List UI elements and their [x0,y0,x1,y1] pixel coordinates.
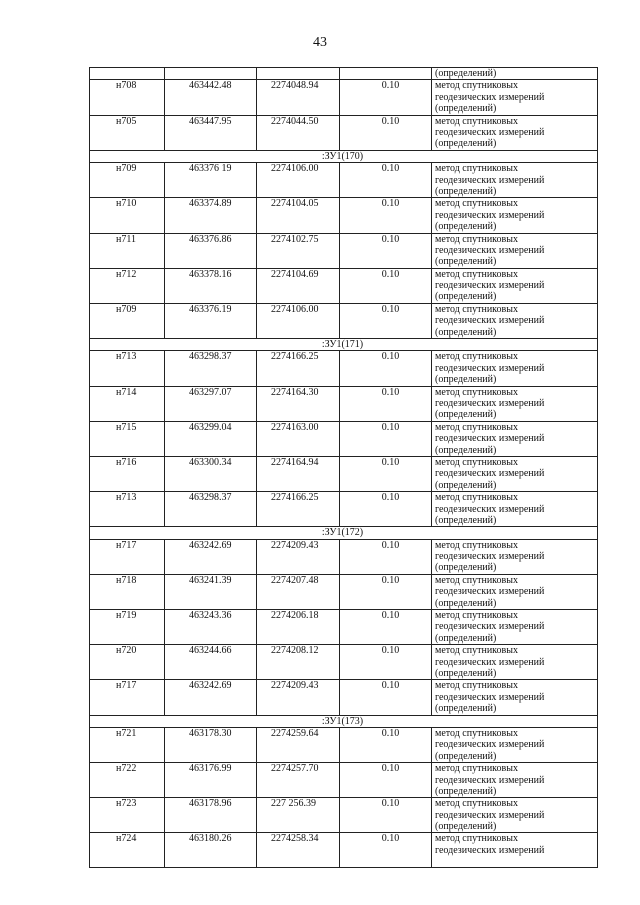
method-line: геодезических измерений [435,739,545,751]
method-cell [432,351,598,386]
method-cell [432,539,598,574]
y-cell: 2274258.34 [257,833,340,868]
method-cell [432,80,598,115]
y-cell: 2274209.43 [257,539,340,574]
y-cell: 2274209.43 [257,680,340,715]
section-title: :ЗУ1(173) [90,715,598,727]
method-line: метод спутниковых [435,798,518,810]
y-cell: 2274257.70 [257,763,340,798]
method-line: геодезических измерений [435,315,545,327]
x-cell: 463178.30 [165,727,257,762]
y-cell: 2274104.05 [257,198,340,233]
point-cell: н713 [90,492,165,527]
method-cell [432,233,598,268]
method-cell [432,456,598,491]
method-line: метод спутниковых [435,268,518,280]
method-line: геодезических измерений [435,209,545,221]
y-cell: 2274207.48 [257,574,340,609]
section-title: :ЗУ1(172) [90,527,598,539]
method-line: метод спутниковых [435,763,518,775]
y-cell: 2274166.25 [257,492,340,527]
table-row [90,198,598,233]
accuracy-cell: 0.10 [340,798,432,833]
x-cell: 463376 19 [165,163,257,198]
table-row [90,492,598,527]
point-cell: н717 [90,680,165,715]
point-cell: н710 [90,198,165,233]
x-cell: 463374.89 [165,198,257,233]
point-cell: н712 [90,268,165,303]
method-line: геодезических измерений [435,362,545,374]
point-cell: н714 [90,386,165,421]
method-line: метод спутниковых [435,456,518,468]
method-line: геодезических измерений [435,280,545,292]
table-row [90,456,598,491]
method-cell [432,198,598,233]
method-line: (определений) [435,785,497,797]
accuracy-cell: 0.10 [340,833,432,868]
x-cell: 463297.07 [165,386,257,421]
method-line: метод спутниковых [435,351,518,363]
x-cell: 463300.34 [165,456,257,491]
method-line: метод спутниковых [435,421,518,433]
point-cell: н709 [90,303,165,338]
accuracy-cell: 0.10 [340,351,432,386]
method-cell [432,798,598,833]
x-cell: 463243.36 [165,610,257,645]
method-line: (определений) [435,291,497,303]
method-cell [432,727,598,762]
page-number: 43 [313,35,327,50]
method-line: (определений) [435,103,497,115]
x-cell: 463176.99 [165,763,257,798]
point-cell: н724 [90,833,165,868]
method-line: геодезических измерений [435,691,545,703]
y-cell: 2274104.69 [257,268,340,303]
x-cell: 463442.48 [165,80,257,115]
point-cell: н708 [90,80,165,115]
method-line: (определений) [435,562,497,574]
point-cell: н722 [90,763,165,798]
method-cell [432,833,598,868]
method-line: геодезических измерений [435,656,545,668]
method-line: (определений) [435,667,497,679]
method-cell [432,268,598,303]
method-cell [432,303,598,338]
point-cell: н705 [90,115,165,150]
table-row [90,421,598,456]
method-line: геодезических измерений [435,91,545,103]
accuracy-cell: 0.10 [340,727,432,762]
table-row [90,303,598,338]
y-cell: 2274106.00 [257,163,340,198]
x-cell: 463244.66 [165,645,257,680]
accuracy-cell: 0.10 [340,610,432,645]
accuracy-cell [340,68,432,80]
method-line: геодезических измерений [435,844,545,856]
method-line: метод спутниковых [435,386,518,398]
point-cell: н719 [90,610,165,645]
method-line: геодезических измерений [435,774,545,786]
method-line: геодезических измерений [435,468,545,480]
x-cell: 463241.39 [165,574,257,609]
x-cell: 463242.69 [165,680,257,715]
x-cell: 463178.96 [165,798,257,833]
method-cell [432,386,598,421]
point-cell [90,68,165,80]
accuracy-cell: 0.10 [340,386,432,421]
accuracy-cell: 0.10 [340,763,432,798]
table-row [90,645,598,680]
point-cell: н717 [90,539,165,574]
method-line: метод спутниковых [435,680,518,692]
method-line: (определений) [435,479,497,491]
method-line: (определений) [435,703,497,715]
method-cell [432,492,598,527]
accuracy-cell: 0.10 [340,680,432,715]
method-line: геодезических измерений [435,551,545,563]
method-line: геодезических измерений [435,244,545,256]
coordinates-table-body [90,68,598,868]
x-cell: 463299.04 [165,421,257,456]
method-cell [432,680,598,715]
y-cell: 2274163.00 [257,421,340,456]
table-row [90,233,598,268]
point-cell: н713 [90,351,165,386]
point-cell: н723 [90,798,165,833]
table-row [90,833,598,868]
accuracy-cell: 0.10 [340,645,432,680]
y-cell: 2274164.94 [257,456,340,491]
y-cell: 227 256.39 [257,798,340,833]
y-cell: 2274102.75 [257,233,340,268]
method-line: геодезических измерений [435,433,545,445]
section-title: :ЗУ1(170) [90,150,598,162]
method-cell: (определений) [432,68,598,80]
method-line: метод спутниковых [435,80,518,92]
method-line: (определений) [435,632,497,644]
accuracy-cell: 0.10 [340,233,432,268]
table-row [90,798,598,833]
table-row [90,163,598,198]
x-cell: 463242.69 [165,539,257,574]
accuracy-cell: 0.10 [340,163,432,198]
y-cell: 2274048.94 [257,80,340,115]
method-line: (определений) [435,597,497,609]
accuracy-cell: 0.10 [340,421,432,456]
y-cell: 2274106.00 [257,303,340,338]
section-header-row [90,527,598,539]
method-line: (определений) [435,185,497,197]
method-line: метод спутниковых [435,233,518,245]
method-line: (определений) [435,821,497,833]
method-cell [432,610,598,645]
y-cell: 2274164.30 [257,386,340,421]
method-line: геодезических измерений [435,126,545,138]
y-cell: 2274044.50 [257,115,340,150]
table-row [90,574,598,609]
method-cell [432,574,598,609]
method-line: метод спутниковых [435,574,518,586]
method-line: метод спутниковых [435,198,518,210]
method-line: (определений) [435,409,497,421]
table-row [90,80,598,115]
table-row [90,539,598,574]
method-line: (определений) [435,514,497,526]
method-line: метод спутниковых [435,163,518,175]
method-line: метод спутниковых [435,833,518,845]
method-line: метод спутниковых [435,115,518,127]
accuracy-cell: 0.10 [340,539,432,574]
table-row [90,610,598,645]
method-line: (определений) [435,444,497,456]
method-line: (определений) [435,374,497,386]
section-header-row [90,150,598,162]
point-cell: н715 [90,421,165,456]
method-line: (определений) [435,138,497,150]
section-header-row [90,715,598,727]
method-line: метод спутниковых [435,645,518,657]
accuracy-cell: 0.10 [340,198,432,233]
accuracy-cell: 0.10 [340,456,432,491]
method-cell [432,645,598,680]
method-line: (определений) [435,256,497,268]
method-line: геодезических измерений [435,586,545,598]
coordinates-table [89,67,598,868]
y-cell: 2274206.18 [257,610,340,645]
section-title: :ЗУ1(171) [90,339,598,351]
method-line: метод спутниковых [435,492,518,504]
method-line: геодезических измерений [435,809,545,821]
table-row [90,386,598,421]
x-cell: 463376.19 [165,303,257,338]
table-row [90,268,598,303]
point-cell: н716 [90,456,165,491]
table-row [90,351,598,386]
table-row [90,680,598,715]
point-cell: н709 [90,163,165,198]
method-cell [432,163,598,198]
method-line: метод спутниковых [435,727,518,739]
method-line: геодезических измерений [435,174,545,186]
x-cell: 463376.86 [165,233,257,268]
point-cell: н720 [90,645,165,680]
table-row [90,727,598,762]
table-row [90,115,598,150]
method-line: метод спутниковых [435,303,518,315]
method-line: (определений) [435,221,497,233]
accuracy-cell: 0.10 [340,574,432,609]
x-cell: 463447.95 [165,115,257,150]
y-cell: 2274208.12 [257,645,340,680]
section-header-row [90,339,598,351]
method-line: (определений) [435,750,497,762]
accuracy-cell: 0.10 [340,80,432,115]
x-cell: 463180.26 [165,833,257,868]
accuracy-cell: 0.10 [340,268,432,303]
table-row [90,763,598,798]
y-cell: 2274166.25 [257,351,340,386]
x-cell: 463378.16 [165,268,257,303]
method-line: геодезических измерений [435,621,545,633]
method-line: геодезических измерений [435,397,545,409]
method-cell [432,421,598,456]
method-line: геодезических измерений [435,503,545,515]
method-line: (определений) [435,326,497,338]
point-cell: н711 [90,233,165,268]
x-cell: 463298.37 [165,492,257,527]
accuracy-cell: 0.10 [340,303,432,338]
method-cell [432,763,598,798]
method-cell [432,115,598,150]
y-cell: 2274259.64 [257,727,340,762]
point-cell: н721 [90,727,165,762]
point-cell: н718 [90,574,165,609]
x-cell: 463298.37 [165,351,257,386]
method-line: метод спутниковых [435,610,518,622]
x-cell [165,68,257,80]
continued-row [90,68,598,80]
y-cell [257,68,340,80]
accuracy-cell: 0.10 [340,492,432,527]
method-line: метод спутниковых [435,539,518,551]
accuracy-cell: 0.10 [340,115,432,150]
